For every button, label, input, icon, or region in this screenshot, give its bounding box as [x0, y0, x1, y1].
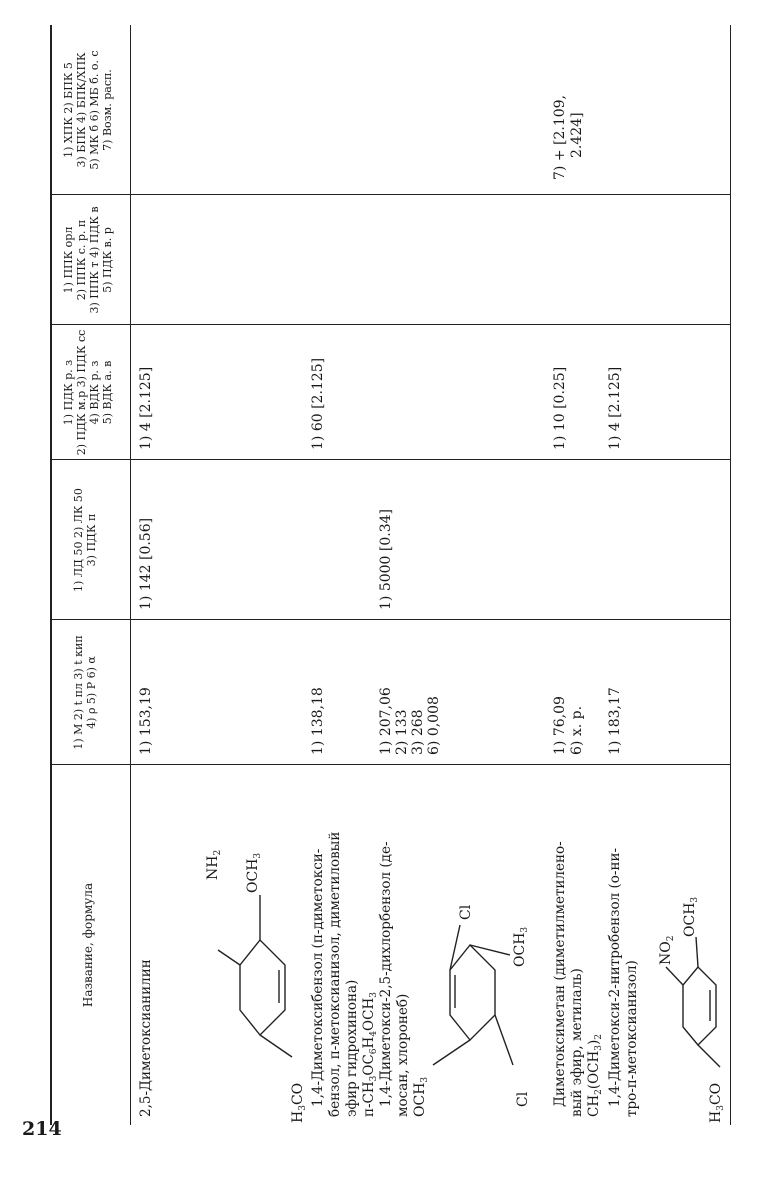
row1-tox: 1) 142 [0.56]	[138, 517, 154, 610]
col-sep-2	[50, 619, 730, 620]
row4-name: Диметоксиметан (диметилметилено- вый эфир, метилаль) $CH_2(OCH_3)_2$	[552, 841, 608, 1107]
row1-nh2-label: $NH_2$	[205, 849, 223, 880]
row2-pdk: 1) 60 [2.125]	[310, 357, 326, 450]
row5-h3co-label: $H_3CO$	[708, 1082, 726, 1123]
row1-h3co-label: $H_3CO$	[290, 1082, 308, 1123]
header-toxicity: 1) ЛД 50 2) ЛК 50 3) ПДК п	[72, 488, 98, 592]
header-name: Название, формула	[81, 882, 95, 1008]
row2-name: 1,4-Диметоксибензол (п-диметокси- бензол, п-метоксианизол, диметиловый эфир гидрохинона) $п-CH_3OC_6H_4OCH_3$	[310, 832, 383, 1107]
header-props: 1) M 2) t пл 3) t кип 4) ρ 5) P 6) α	[72, 635, 98, 750]
page-number: 214	[22, 1118, 62, 1140]
header-pdk: 1) ПДК р. з 2) ПДК м.р 3) ПДК сс 4) ВДК р. з 5) ВДК а. в	[62, 329, 114, 456]
row4-pdk: 1) 10 [0.25]	[552, 366, 568, 450]
row4-class: 7) + [2.109, 2.424]	[552, 95, 585, 180]
row5-props: 1) 183,17	[607, 687, 623, 755]
row3-tox: 1) 5000 [0.34]	[378, 509, 394, 610]
row1-name: 2,5-Диметоксианилин	[138, 959, 154, 1117]
row1-pdk: 1) 4 [2.125]	[138, 366, 154, 450]
row3-och3-bottom-label: $OCH_3$	[512, 926, 530, 967]
row1-och3-label: $OCH_3$	[245, 852, 263, 893]
col-sep-3	[50, 459, 730, 460]
row5-name: 1,4-Диметокси-2-нитробензол (о-ни- тро-п-метоксианизол)	[607, 847, 640, 1117]
row5-no2-label: $NO_2$	[658, 935, 676, 965]
row3-och3-top-label: $OCH_3$	[412, 1076, 430, 1117]
row3-cl-bottom-label: Cl	[515, 1091, 531, 1107]
row1-props: 1) 153,19	[138, 687, 154, 755]
header-classification: 1) ХПК 2) БПК 5 3) БПК 4) БПК/ХПК 5) МК б 6) МБ б. о. с 7) Возм. расп.	[62, 50, 114, 170]
row1-benzene-ring	[210, 885, 310, 1075]
row5-pdk: 1) 4 [2.125]	[607, 366, 623, 450]
row5-benzene-ring	[658, 925, 733, 1075]
row2-formula: $п-CH_3OC_6H_4OCH_3$	[361, 992, 379, 1117]
row3-cl-top-label: Cl	[458, 904, 474, 920]
rotated-table-page	[40, 0, 740, 1125]
row3-props: 1) 207,06 2) 133 3) 268 6) 0,008	[378, 687, 442, 755]
row4-props: 1) 76,09 6) х. р.	[552, 696, 585, 755]
header-bottom-rule	[130, 25, 131, 1125]
row4-formula: $CH_2(OCH_3)_2$	[586, 1033, 604, 1117]
col-sep-4	[50, 324, 730, 325]
col-sep-1	[50, 764, 730, 765]
header-ppk: 1) ППК орл 2) ППК с. р. п 3) ППК т 4) ПДК в 5) ПДК в. р	[62, 206, 114, 314]
row3-name: 1,4-Диметокси-2,5-дихлорбензол (де- мосан, хлоронеб)	[378, 841, 411, 1117]
row3-benzene-ring	[425, 885, 525, 1085]
table-top-rule	[50, 25, 52, 1125]
col-sep-5	[50, 194, 730, 195]
row5-och3-label: $OCH_3$	[682, 896, 700, 937]
row2-props: 1) 138,18	[310, 687, 326, 755]
